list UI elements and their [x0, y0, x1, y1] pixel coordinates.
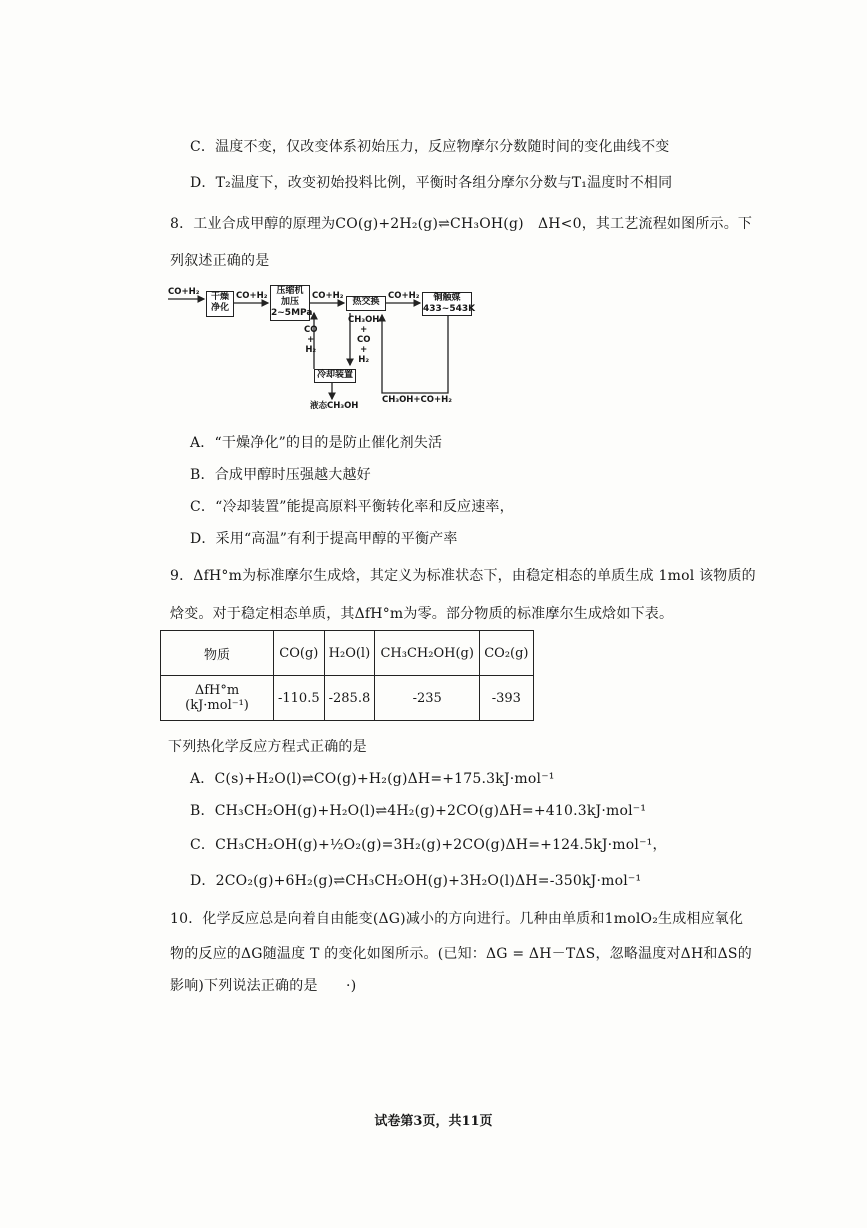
q9-option-a: A．C(s)+H₂O(l)⇌CO(g)+H₂(g)ΔH=+175.3kJ·mol⁻¹	[190, 771, 555, 787]
table-header-cell: CO(g)	[274, 631, 325, 676]
flow-output-label: 液态CH₃OH	[310, 401, 359, 411]
table-header-cell: 物质	[161, 631, 274, 676]
flow-label-down-mid: CH₃OH + CO + H₂	[348, 315, 380, 365]
flow-box-copper-catalyst: 铜触媒 433~543K	[423, 293, 476, 314]
q8-option-c: C．“冷却装置”能提高原料平衡转化率和反应速率，	[190, 499, 514, 515]
q7-option-d: D．T₂温度下，改变初始投料比例，平衡时各组分摩尔分数与T₁温度时不相同	[190, 175, 673, 191]
q10-stem-line2: 物的反应的ΔG随温度 T 的变化如图所示。(已知：ΔG = ΔH－TΔS，忽略温度对ΔH和ΔS的	[170, 946, 752, 962]
table-header-cell: CO₂(g)	[480, 631, 533, 676]
q8-option-b: B．合成甲醇时压强越大越好	[190, 467, 371, 483]
q8-option-d: D．采用“高温”有利于提高甲醇的平衡产率	[190, 531, 458, 547]
flow-box-heat-exchange: 热交换	[346, 296, 386, 311]
table-cell: -110.5	[274, 676, 325, 721]
table-row-label: ΔfH°m (kJ·mol⁻¹)	[161, 676, 274, 721]
flow-label-2: CO+H₂	[236, 291, 268, 301]
table-cell: -393	[480, 676, 533, 721]
q10-stem-line1: 10．化学反应总是向着自由能变(ΔG)减小的方向进行。几种由单质和1molO₂生成相应氧化	[170, 911, 744, 927]
q8-stem-line1: 8．工业合成甲醇的原理为CO(g)+2H₂(g)⇌CH₃OH(g) ΔH<0，其工艺流程如图所示。下	[170, 216, 753, 232]
table-header-cell: CH₃CH₂OH(g)	[375, 631, 480, 676]
flow-label-3: CO+H₂	[312, 291, 344, 301]
q9-prompt: 下列热化学反应方程式正确的是	[168, 739, 367, 755]
q9-option-b: B．CH₃CH₂OH(g)+H₂O(l)⇌4H₂(g)+2CO(g)ΔH=+410.3kJ·mol⁻¹	[190, 803, 647, 819]
q8-stem-line2: 列叙述正确的是	[170, 253, 270, 269]
table-cell: -235	[375, 676, 480, 721]
q10-stem-line3: 影响)下列说法正确的是 ·)	[170, 978, 357, 994]
q8-option-a: A．“干燥净化”的目的是防止催化剂失活	[190, 435, 443, 451]
flow-label-4: CO+H₂	[388, 291, 420, 301]
table-cell: -285.8	[324, 676, 375, 721]
flow-return-label: CH₃OH+CO+H₂	[382, 395, 452, 405]
flow-box-dry-purify: 干燥 净化	[206, 291, 234, 317]
q7-option-c: C．温度不变，仅改变体系初始压力，反应物摩尔分数随时间的变化曲线不变	[190, 139, 670, 155]
q9-stem-line2: 焓变。对于稳定相态单质，其ΔfH°m为零。部分物质的标准摩尔生成焓如下表。	[170, 606, 674, 622]
enthalpy-table	[160, 630, 534, 721]
flow-input-label: CO+H₂	[168, 287, 200, 297]
q9-option-c: C．CH₃CH₂OH(g)+½O₂(g)=3H₂(g)+2CO(g)ΔH=+124.5kJ·mol⁻¹，	[190, 837, 667, 853]
table-header-row	[161, 631, 534, 676]
page-footer: 试卷第3页，共11页	[374, 1114, 493, 1129]
flow-box-compressor: 压缩机 加压 2~5MPa	[270, 285, 310, 321]
table-header-cell: H₂O(l)	[324, 631, 375, 676]
flow-label-down-left: CO + H₂	[304, 325, 318, 355]
table-row	[161, 676, 534, 721]
q9-stem-line1: 9．ΔfH°m为标准摩尔生成焓，其定义为标准状态下，由稳定相态的单质生成 1mol 该物质的	[170, 568, 756, 584]
flow-box-cooling: 冷却装置	[314, 369, 356, 383]
q9-option-d: D．2CO₂(g)+6H₂(g)⇌CH₃CH₂OH(g)+3H₂O(l)ΔH=-350kJ·mol⁻¹	[190, 873, 642, 889]
process-flow-diagram	[168, 285, 488, 415]
